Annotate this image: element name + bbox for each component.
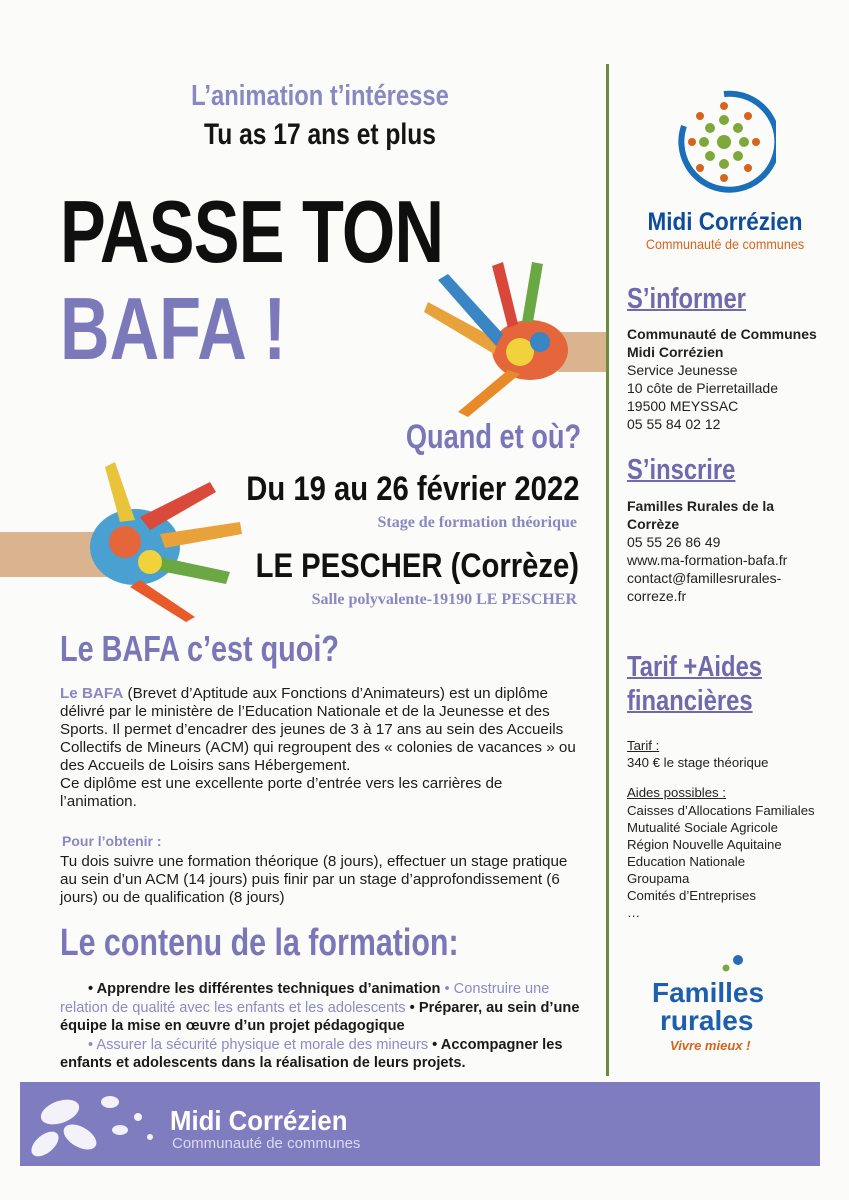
content-item-relationship: • Construire une relation de qualité avec les enfants et les adolescents (60, 981, 550, 1016)
familles-rurales-logo (650, 950, 780, 1055)
brand-subtitle: Communauté de communes (645, 236, 805, 252)
content-item-techniques: • Apprendre les différentes techniques d’animation (88, 981, 441, 997)
tagline-interest: L’animation t’intéresse (191, 80, 449, 112)
inform-phone: 05 55 84 02 12 (627, 416, 721, 432)
how-to-obtain-paragraph: Tu dois suivre une formation théorique (8 jours), effectuer un stage pratique au sein d’un ACM (14 jours) puis finir par un stage d’approfondissement (6 jours) ou de qualification (8 jours) (60, 853, 568, 906)
bafa-career-note: Ce diplôme est une excellente porte d’entrée vers les carrières de l’animation. (60, 775, 503, 810)
content-item-safety: • Assurer la sécurité physique et morale des mineurs (88, 1036, 433, 1053)
price-label: Tarif : (627, 738, 660, 753)
inform-service: Service Jeunesse (627, 362, 738, 378)
what-is-bafa-heading: Le BAFA c’est quoi? (60, 628, 339, 669)
price-value: 340 € le stage théorique (627, 755, 769, 770)
tagline-age: Tu as 17 ans et plus (204, 118, 436, 151)
list-item: Caisses d’Allocations Familiales (627, 803, 815, 818)
main-title-line2: BAFA ! (60, 279, 287, 378)
how-to-obtain-label: Pour l’obtenir : (62, 833, 162, 849)
enroll-phone: 05 55 26 86 49 (627, 534, 721, 550)
vertical-divider (606, 64, 609, 1076)
content-item-project: • Préparer, au sein d’une équipe la mise en œuvre d’un projet pédagogique (60, 999, 580, 1035)
list-item: Groupama (627, 871, 690, 886)
event-dates: Du 19 au 26 février 2022 (245, 470, 579, 508)
midi-correzien-logo-icon (664, 86, 776, 196)
financial-aid-list (627, 802, 827, 921)
painted-hand-image-top (408, 262, 608, 417)
event-location: LE PESCHER (Corrèze) (255, 547, 579, 585)
what-is-bafa-paragraph (60, 685, 580, 811)
enroll-website-link[interactable]: www.ma-formation-bafa.fr (627, 552, 788, 568)
pricing-heading-line2: financières (627, 685, 753, 717)
event-stage-type: Stage de formation théorique (377, 514, 577, 531)
brand-name: Midi Corrézien (647, 208, 803, 236)
footer-brand-subtitle: Communauté de communes (172, 1135, 361, 1152)
list-item: Région Nouvelle Aquitaine (627, 837, 782, 852)
inform-city: 19500 MEYSSAC (627, 398, 739, 414)
list-item: Comités d’Entreprises (627, 888, 756, 903)
main-title-line1: PASSE TON (60, 182, 444, 281)
footer-brand-name: Midi Corrézien (170, 1105, 348, 1136)
list-item: Mutualité Sociale Agricole (627, 820, 779, 835)
bafa-highlight: Le BAFA (60, 685, 124, 702)
enroll-email-link[interactable]: contact@famillesrurales-correze.fr (627, 570, 782, 604)
bafa-description: (Brevet d’Aptitude aux Fonctions d’Animateurs) est un diplôme délivré par le ministère de l’Education Nationale et de la Jeunesse et des Sports. Il permet d’encadrer des jeunes de 3 à 17 ans au sein des Accueils Collectifs de Mineurs (ACM) qui regroupent des « colonies de vacances » ou des Accueils de Loisirs sans Hébergement. (60, 685, 576, 774)
pricing-heading-line1: Tarif +Aides (627, 651, 763, 683)
svg-text:Familles: Familles (652, 977, 765, 1008)
enroll-contact (627, 497, 827, 605)
enroll-organization: Familles Rurales de la Corrèze (627, 498, 775, 532)
when-where-heading: Quand et où? (405, 418, 581, 456)
course-content-list (60, 980, 580, 1073)
financial-aid-label: Aides possibles : (627, 785, 726, 800)
inform-contact (627, 325, 827, 433)
list-item: … (627, 905, 641, 920)
event-venue: Salle polyvalente-19190 LE PESCHER (311, 591, 577, 608)
svg-text:Vivre mieux !: Vivre mieux ! (670, 1038, 751, 1053)
flower-decoration-icon (20, 1082, 170, 1166)
content-item-support: • Accompagner les enfants et adolescents dans la réalisation de leurs projets. (60, 1036, 563, 1072)
svg-text:rurales: rurales (660, 1005, 754, 1036)
inform-organization: Communauté de Communes Midi Corrézien (627, 326, 817, 360)
list-item: Education Nationale (627, 854, 746, 869)
painted-hand-image-bottom (0, 462, 250, 622)
inform-street: 10 côte de Pierretaillade (627, 380, 778, 396)
inform-heading: S’informer (627, 283, 746, 315)
course-content-heading: Le contenu de la formation: (60, 922, 459, 964)
enroll-heading: S’inscrire (627, 454, 736, 486)
